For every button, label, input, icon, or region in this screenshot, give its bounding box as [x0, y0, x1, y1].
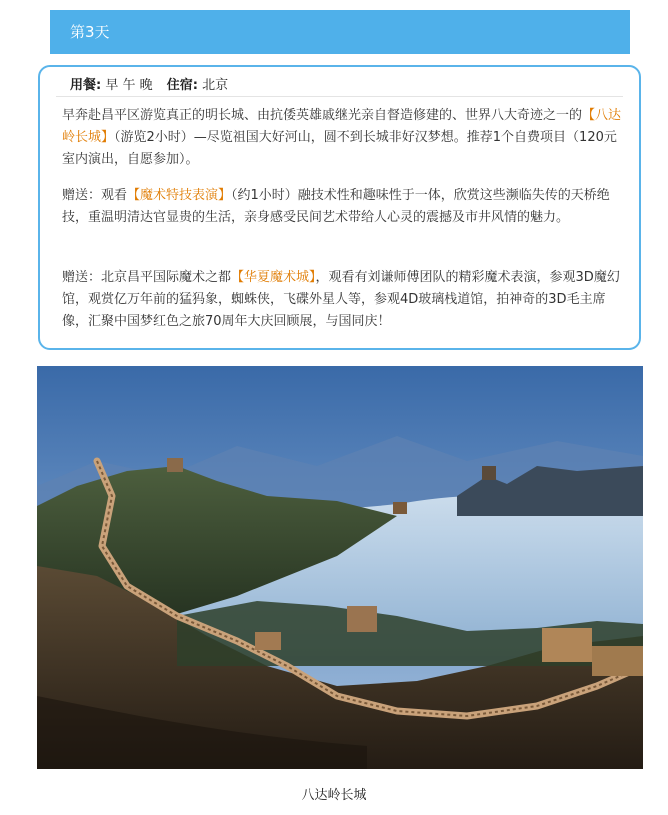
paragraph-magic-city	[62, 267, 622, 333]
meal-stay-row	[70, 74, 228, 93]
great-wall-photo	[37, 366, 643, 769]
paragraph-text: 赠送：观看	[62, 188, 128, 203]
stay-label: 住宿:	[166, 78, 198, 93]
paragraph-text: 赠送：北京昌平国际魔术之都	[62, 270, 232, 285]
paragraph-text: ，观看有刘谦师傅团队的精彩魔术表演，参观3D魔幻馆，观赏亿万年前的猛犸象，蜘蛛侠，飞碟外星人等，参观4D玻璃栈道馆，拍神奇的3D毛主席像，汇聚中国梦红色之旅70周年大庆回顾展，与国同庆！	[62, 270, 620, 329]
paragraph-badaling	[62, 105, 622, 171]
meal-label: 用餐:	[70, 78, 102, 93]
photo-caption: 八达岭长城	[301, 788, 367, 803]
paragraph-magic-show	[62, 185, 622, 229]
divider	[56, 96, 623, 97]
day-header	[50, 10, 630, 54]
stay-value: 北京	[202, 78, 229, 93]
highlight-magic-city: 【华夏魔术城】	[231, 270, 316, 285]
itinerary-box	[38, 65, 641, 350]
paragraph-text: （约1小时）融技术性和趣味性于一体，欣赏这些濒临失传的天桥绝技，重温明清达官显贵的生活，亲身感受民间艺术带给人心灵的震撼及市井风情的魅力。	[62, 188, 610, 225]
paragraph-text: 早奔赴昌平区游览真正的明长城、由抗倭英雄戚继光亲自督造修建的、世界八大奇迹之一的	[62, 108, 583, 123]
day-title: 第3天	[70, 23, 110, 41]
paragraph-text: （游览2小时）—尽览祖国大好河山，圆不到长城非好汉梦想。推荐1个自费项目（120元室内演出，自愿参加）。	[62, 130, 617, 167]
highlight-magic-show: 【魔术特技表演】	[127, 188, 232, 203]
highlight-badaling: 【八达岭长城】	[62, 108, 622, 145]
meal-value: 早 午 晚	[105, 78, 153, 93]
